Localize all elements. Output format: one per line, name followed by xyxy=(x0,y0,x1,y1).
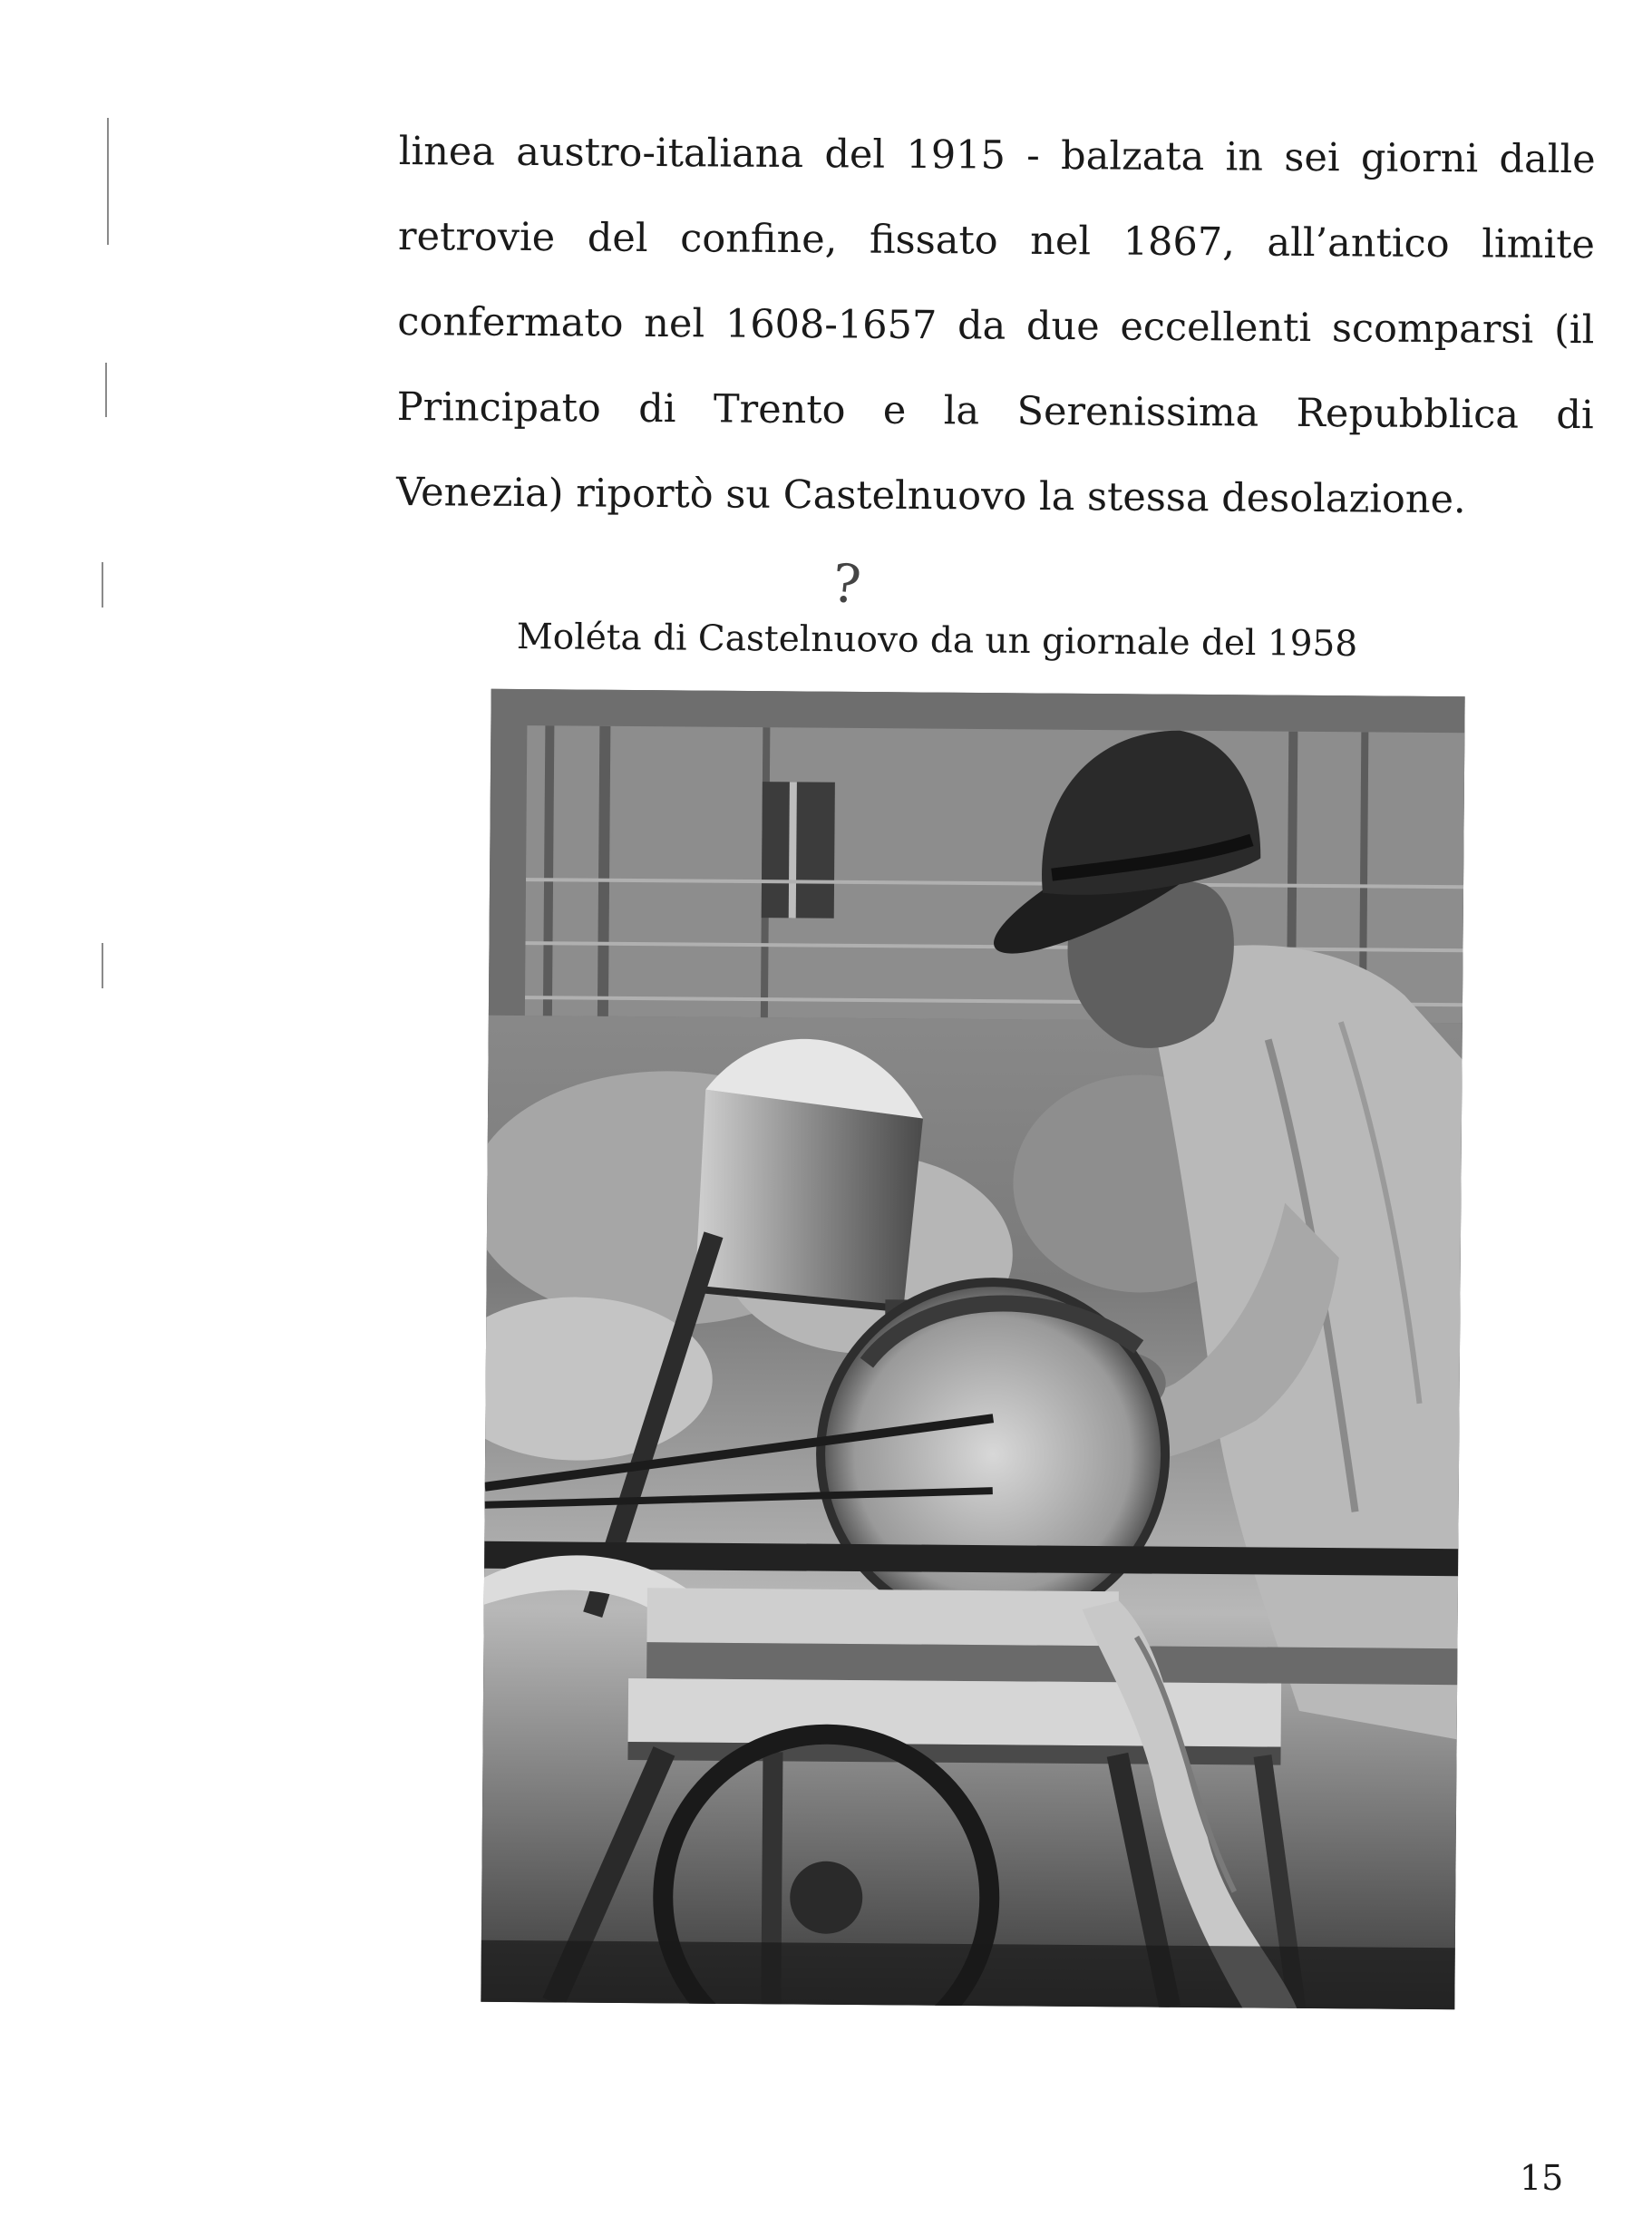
scan-mark-upper xyxy=(105,363,107,417)
photo-illustration xyxy=(481,689,1464,2009)
handwritten-question-mark: ? xyxy=(829,551,864,617)
page-number: 15 xyxy=(1520,2158,1564,2198)
scan-mark-lower xyxy=(102,943,103,988)
knife-grinder-photo xyxy=(481,689,1464,2009)
scan-mark-top xyxy=(107,118,109,245)
scan-mark-middle xyxy=(102,562,103,608)
body-paragraph: linea austro-italiana del 1915 - balzata in sei giorni dalle retrovie del confine, fissato nel 1867, all’antico limite confermato nel 1608-1657 da due eccellenti scomparsi (il Principato di Trento e la Serenissima Repubblica di Venezia) riportò su Castelnuovo la stessa desolazione. xyxy=(395,128,1596,523)
photo-caption: Moléta di Castelnuovo da un giornale del 1958 xyxy=(516,617,1358,666)
